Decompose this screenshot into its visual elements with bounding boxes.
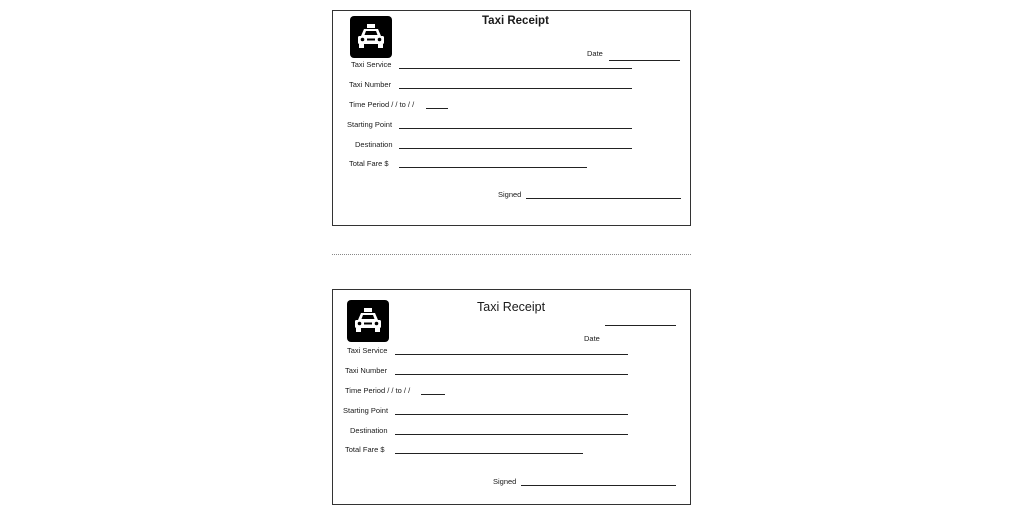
cut-line-divider: [332, 254, 691, 255]
taxi-service-field[interactable]: [399, 68, 632, 69]
taxi-icon: [347, 300, 389, 342]
starting-point-label: Starting Point: [343, 406, 389, 415]
destination-field[interactable]: [399, 148, 632, 149]
destination-field[interactable]: [395, 434, 628, 435]
starting-point-field[interactable]: [395, 414, 628, 415]
total-fare-label: Total Fare $: [345, 445, 385, 454]
taxi-service-field[interactable]: [395, 354, 628, 355]
taxi-number-field[interactable]: [399, 88, 632, 89]
destination-label: Destination: [355, 140, 393, 149]
receipt-title: Taxi Receipt: [482, 15, 549, 27]
total-fare-field[interactable]: [395, 453, 583, 454]
taxi-number-field[interactable]: [395, 374, 628, 375]
starting-point-field[interactable]: [399, 128, 632, 129]
starting-point-label: Starting Point: [347, 120, 393, 129]
signature-field[interactable]: [526, 198, 681, 199]
taxi-number-label: Taxi Number: [349, 80, 392, 89]
signature-field[interactable]: [521, 485, 676, 486]
signed-label: Signed: [498, 190, 522, 199]
taxi-number-label: Taxi Number: [345, 366, 388, 375]
time-period-label: Time Period / / to / /: [345, 386, 411, 395]
signed-label: Signed: [493, 477, 517, 486]
time-period-label: Time Period / / to / /: [349, 100, 415, 109]
destination-label: Destination: [350, 426, 388, 435]
date-field[interactable]: [605, 325, 676, 326]
date-label: Date: [584, 334, 600, 343]
receipt-title: Taxi Receipt: [477, 300, 546, 314]
taxi-service-label: Taxi Service: [347, 346, 388, 355]
time-period-field[interactable]: [426, 108, 448, 109]
total-fare-field[interactable]: [399, 167, 587, 168]
date-label: Date: [587, 49, 603, 58]
taxi-receipt-form: [332, 10, 691, 226]
taxi-icon: [350, 16, 392, 58]
taxi-receipt-form: [332, 289, 691, 505]
date-field[interactable]: [609, 60, 680, 61]
total-fare-label: Total Fare $: [349, 159, 389, 168]
taxi-service-label: Taxi Service: [351, 60, 392, 69]
time-period-field[interactable]: [421, 394, 445, 395]
